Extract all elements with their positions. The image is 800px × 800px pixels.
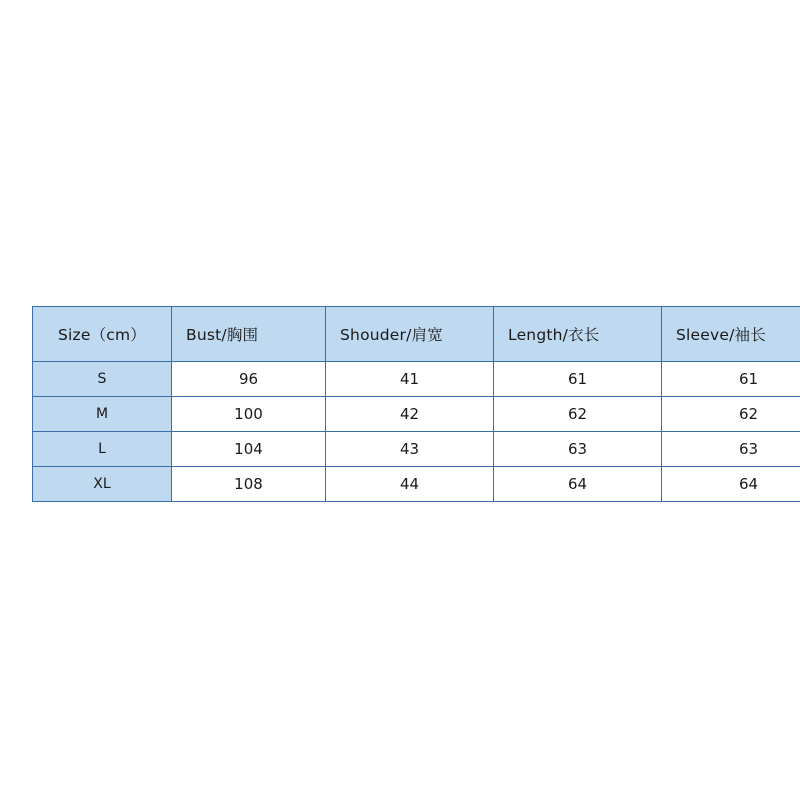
table-row: [33, 432, 800, 467]
table-row: [33, 467, 800, 502]
cell-sleeve: 61: [662, 362, 800, 397]
cell-sleeve: 63: [662, 432, 800, 467]
cell-shoulder: 41: [326, 362, 494, 397]
cell-sleeve: 64: [662, 467, 800, 502]
table-header-row: [33, 307, 800, 362]
cell-bust: 104: [172, 432, 326, 467]
cell-length: 63: [494, 432, 662, 467]
cell-shoulder: 44: [326, 467, 494, 502]
cell-size: XL: [33, 467, 172, 502]
cell-size: L: [33, 432, 172, 467]
cell-bust: 108: [172, 467, 326, 502]
cell-sleeve: 62: [662, 397, 800, 432]
cell-shoulder: 42: [326, 397, 494, 432]
cell-bust: 100: [172, 397, 326, 432]
column-header-shoulder: Shouder/肩宽: [326, 307, 494, 362]
cell-size: S: [33, 362, 172, 397]
cell-length: 62: [494, 397, 662, 432]
cell-length: 61: [494, 362, 662, 397]
column-header-sleeve: Sleeve/袖长: [662, 307, 800, 362]
column-header-bust: Bust/胸围: [172, 307, 326, 362]
table-row: [33, 397, 800, 432]
cell-bust: 96: [172, 362, 326, 397]
column-header-length: Length/衣长: [494, 307, 662, 362]
column-header-size: Size（cm）: [33, 307, 172, 362]
table-body: [33, 362, 800, 502]
size-chart-table: [32, 306, 800, 502]
cell-size: M: [33, 397, 172, 432]
cell-shoulder: 43: [326, 432, 494, 467]
table-row: [33, 362, 800, 397]
cell-length: 64: [494, 467, 662, 502]
table-header: [33, 307, 800, 362]
